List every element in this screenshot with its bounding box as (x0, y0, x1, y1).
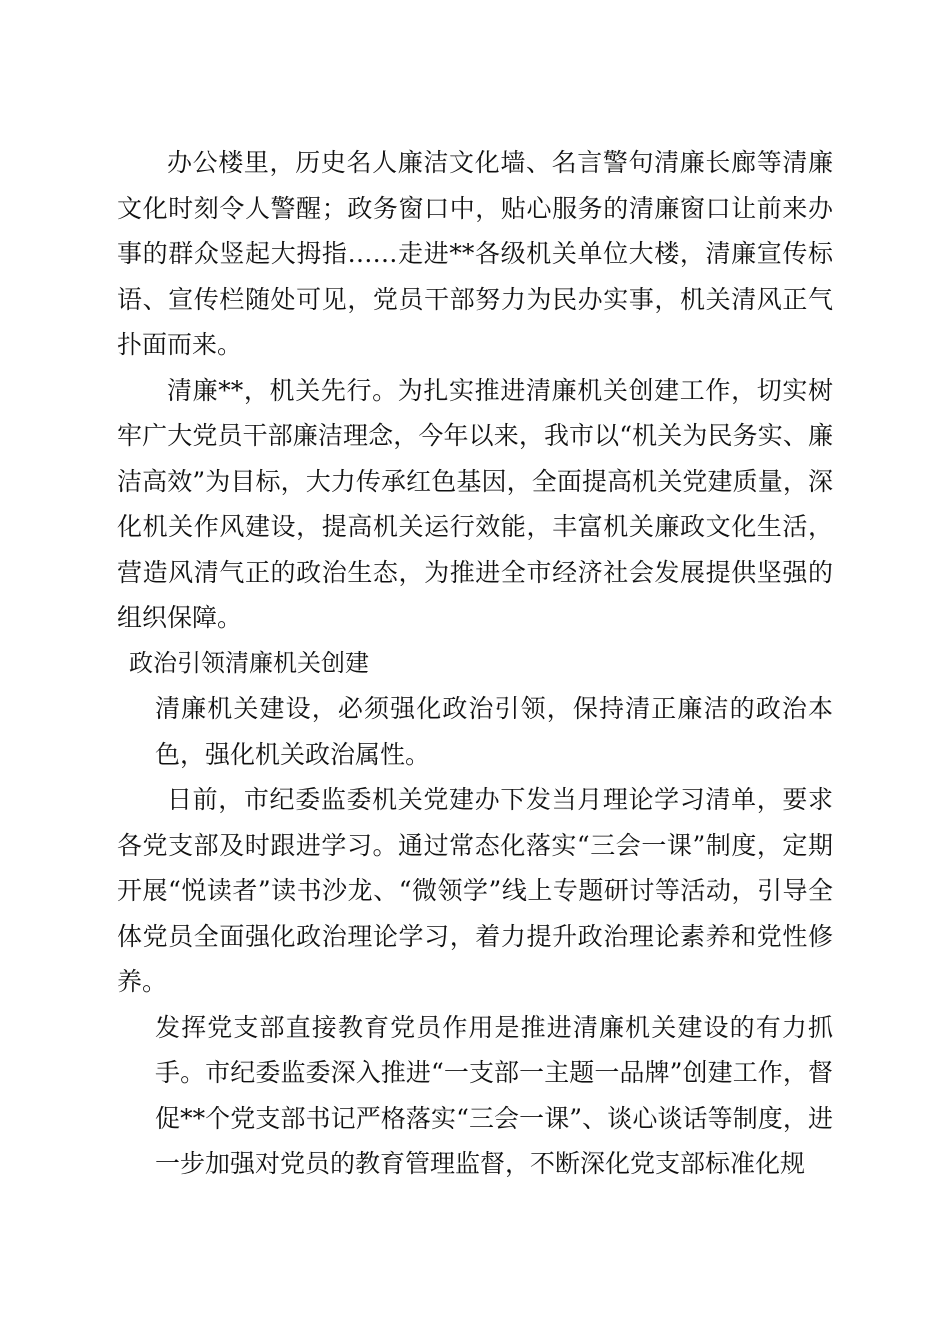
paragraph-study-list: 日前，市纪委监委机关党建办下发当月理论学习清单，要求各党支部及时跟进学习。通过常态化落实“三会一课”制度，定期开展“悦读者”读书沙龙、“微领学”线上专题研讨等活动，引导全体党员全面强化政治理论学习，着力提升政治理论素养和党性修养。 (117, 785, 833, 996)
paragraph-party-branch: 发挥党支部直接教育党员作用是推进清廉机关建设的有力抓手。市纪委监委深入推进“一支部一主题一品牌”创建工作，督促**个党支部书记严格落实“三会一课”、谈心谈话等制度，进一步加强对党员的教育管理监督，不断深化党支部标准化规 (155, 1012, 833, 1178)
paragraph-overview: 清廉**，机关先行。为扎实推进清廉机关创建工作，切实树牢广大党员干部廉洁理念，今年以来，我市以“机关为民务实、廉洁高效”为目标，大力传承红色基因，全面提高机关党建质量，深化机关作风建设，提高机关运行效能，丰富机关廉政文化生活，营造风清气正的政治生态，为推进全市经济社会发展提供坚强的组织保障。 (117, 375, 833, 632)
paragraph-political-lead: 清廉机关建设，必须强化政治引领，保持清正廉洁的政治本色，强化机关政治属性。 (155, 694, 833, 769)
body-text (117, 140, 833, 1187)
section-heading: 政治引领清廉机关创建 (129, 648, 369, 677)
paragraph-intro: 办公楼里，历史名人廉洁文化墙、名言警句清廉长廊等清廉文化时刻令人警醒；政务窗口中，贴心服务的清廉窗口让前来办事的群众竖起大拇指……走进**各级机关单位大楼，清廉宣传标语、宣传栏随处可见，党员干部努力为民办实事，机关清风正气扑面而来。 (117, 148, 833, 359)
